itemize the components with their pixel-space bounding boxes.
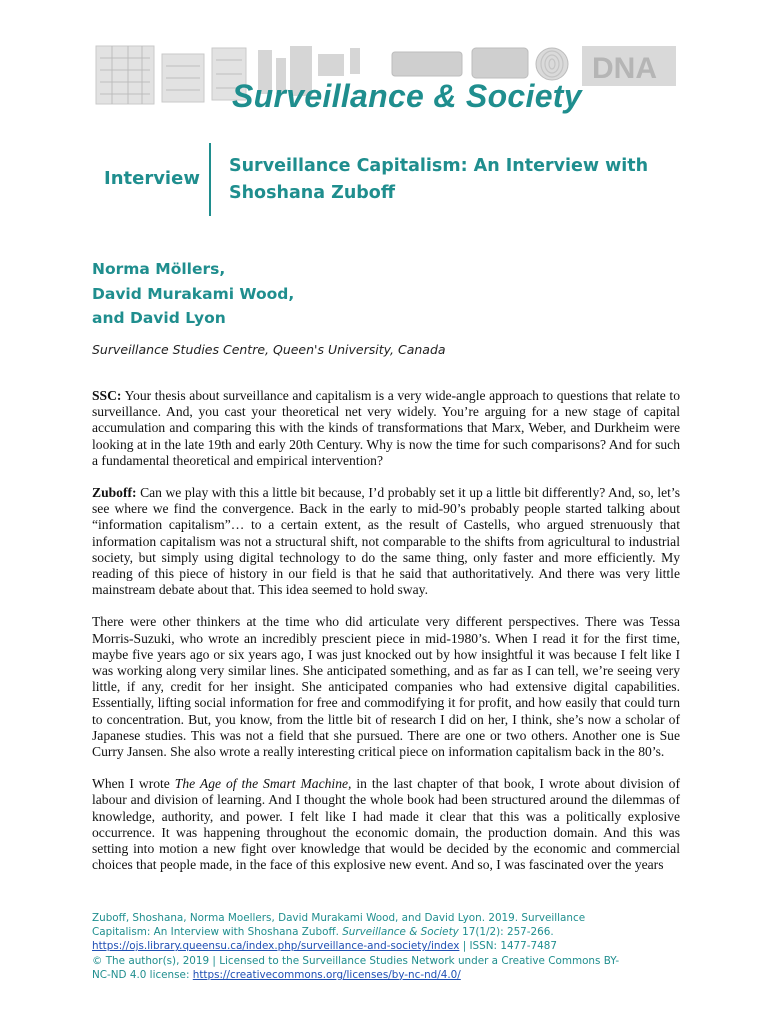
citation-text: 17(1/2): 257-266.	[458, 926, 554, 939]
paragraph-text: Your thesis about surveillance and capitalism is a very wide-angle approach to questions that relate to surveillance. And, you cast your theoretical net very widely. You’re arguing for a new stage of capital accumulation and comparing this with the kinds of transformations that Marx, Weber, and Durkheim were looking at in the late 19th and early 20th Century. Why is now the time for such comparisons? And for such a fundamental theoretical and empirical intervention?	[92, 388, 680, 468]
paragraph-text: in the last chapter of that book, I wrote about division of labour and division of learning. And I thought the whole book had been structured around the dilemmas of knowledge, authority, and power. I felt like I had made it clear that this was a politically explosive occurrence. It was happening throughout the economic domain, the production domain. And this was setting into motion a new fight over knowledge that would be decided by the economic and commercial choices that people made, in the face of this explosive new event. And so, I was fascinated over the years	[92, 776, 680, 873]
speaker-label: Zuboff:	[92, 485, 137, 501]
paragraph-text: Can we play with this a little bit because, I’d probably set it up a little bit differently? And, so, let’s see where we find the convergence. Back in the early to mid-90’s probably people started talking about “information capitalism”… to a certain extent, as the result of Castells, who argued strenuously that information capitalism was not a structural shift, not comparable to the shifts from agricultural to industrial society, but simply using digital technology to do the same thing, only faster and more efficiently. My reading of this piece of history in our field is that he said that authoritatively. And there was very little mainstream debate about that. This idea seemed to hold sway.	[92, 485, 680, 598]
dna-banner-text: DNA	[592, 52, 657, 85]
article-type-label: Interview	[104, 168, 200, 189]
body-paragraph	[92, 388, 680, 469]
author-list	[92, 257, 294, 331]
journal-url-link[interactable]: https://ojs.library.queensu.ca/index.php/surveillance-and-society/index	[92, 940, 460, 953]
body-paragraph	[92, 776, 680, 873]
body-paragraph	[92, 485, 680, 598]
affiliation: Surveillance Studies Centre, Queen's University, Canada	[92, 342, 446, 357]
book-title: The Age of the Smart Machine,	[174, 776, 352, 792]
paragraph-text: When I wrote	[92, 776, 175, 792]
citation-line	[92, 925, 682, 939]
license-text: NC-ND 4.0 license:	[92, 968, 193, 981]
author-name: Norma Möllers,	[92, 260, 226, 278]
header-divider	[209, 143, 211, 216]
citation-footer	[92, 911, 682, 982]
article-body	[92, 388, 680, 889]
issn-text: | ISSN: 1477-7487	[459, 940, 557, 953]
license-line: © The author(s), 2019 | Licensed to the Surveillance Studies Network under a Creative Commons BY-	[92, 954, 620, 967]
author-name: and David Lyon	[92, 309, 226, 327]
license-url-link[interactable]: https://creativecommons.org/licenses/by-nc-nd/4.0/	[192, 968, 461, 981]
speaker-label: SSC:	[92, 388, 122, 403]
citation-line: Zuboff, Shoshana, Norma Moellers, David Murakami Wood, and David Lyon. 2019. Surveillance	[92, 912, 586, 924]
license-url-line	[92, 968, 682, 982]
journal-url-line	[92, 939, 682, 953]
article-title: Surveillance Capitalism: An Interview with Shoshana Zuboff	[229, 156, 649, 203]
body-paragraph: There were other thinkers at the time who did articulate very different perspectives. There was Tessa Morris-Suzuki, who wrote an incredibly prescient piece in mid-1980’s. When I read it for the first time, maybe five years ago or six years ago, I was just knocked out by how insightful it was because I felt like I was working along very similar lines. She anticipated something, and as far as I can tell, we’re seeing very little, if any, credit for her insight. She anticipated companies who had extensive digital capabilities. Essentially, lifting social information for free and commodifying it for profit, and how easily that could turn to concentration. But, you know, from the little bit of research I did on her, I think, she’s now a scholar of Japanese studies. This was not a field that she pursued. There are one or two others. Another one is Sue Curry Jansen. She also wrote a really interesting critical piece on information capitalism back in the 80’s.	[92, 614, 680, 760]
citation-text: Capitalism: An Interview with Shoshana Zuboff.	[92, 926, 343, 939]
journal-title: Surveillance & Society	[232, 78, 582, 114]
citation-journal: Surveillance & Society	[342, 926, 459, 939]
author-name: David Murakami Wood,	[92, 284, 295, 303]
